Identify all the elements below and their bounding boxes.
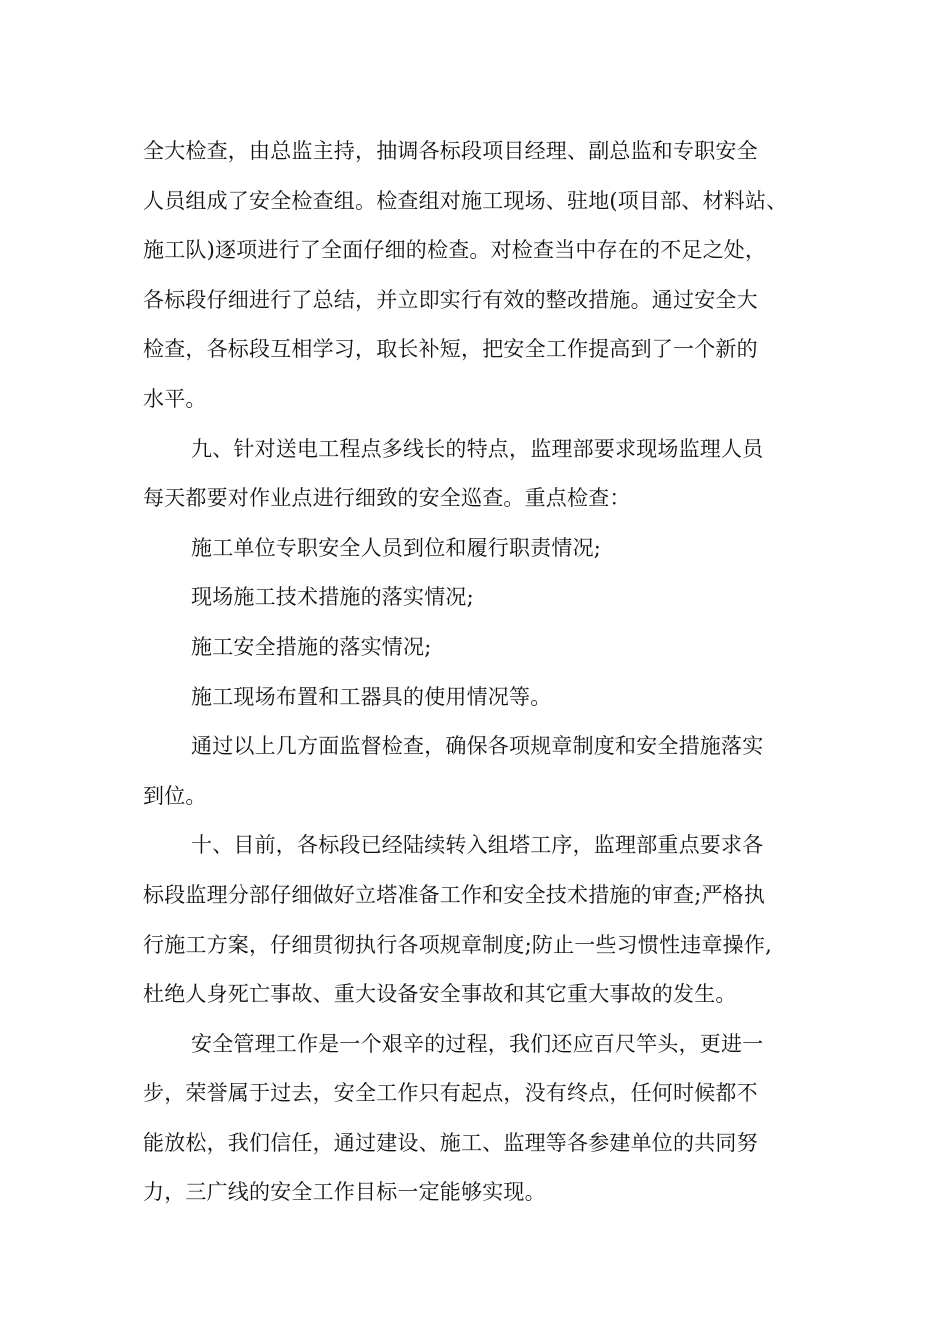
text-line: 施工队)逐项进行了全面仔细的检查。对检查当中存在的不足之处， [143,238,767,263]
text-line: 各标段仔细进行了总结，并立即实行有效的整改措施。通过安全大 [143,287,758,312]
text-line: 力，三广线的安全工作目标一定能够实现。 [143,1180,546,1205]
text-line: 能放松，我们信任，通过建设、施工、监理等各参建单位的共同努 [143,1130,758,1155]
paragraph-start: 通过以上几方面监督检查，确保各项规章制度和安全措施落实 [191,734,764,759]
text-line: 全大检查，由总监主持，抽调各标段项目经理、副总监和专职安全 [143,139,758,163]
text-line: 人员组成了安全检查组。检查组对施工现场、驻地(项目部、材料站、 [143,188,788,213]
text-line: 行施工方案，仔细贯彻执行各项规章制度;防止一些习惯性违章操作, [143,932,772,957]
text-line: 每天都要对作业点进行细致的安全巡查。重点检查： [143,486,631,511]
check-item: 施工单位专职安全人员到位和履行职责情况; [191,535,602,560]
check-item: 施工现场布置和工器具的使用情况等。 [191,684,552,709]
text-line: 标段监理分部仔细做好立塔准备工作和安全技术措施的审查;严格执 [143,882,766,907]
text-line: 步，荣誉属于过去，安全工作只有起点，没有终点，任何时候都不 [143,1081,758,1106]
check-item: 施工安全措施的落实情况; [191,634,432,659]
document-body [143,127,843,1218]
text-line: 到位。 [143,783,207,808]
text-line: 水平。 [143,386,207,411]
paragraph-start: 安全管理工作是一个艰辛的过程，我们还应百尺竿头，更进一 [191,1031,764,1056]
check-item: 现场施工技术措施的落实情况; [191,585,474,610]
paragraph-nine-start: 九、针对送电工程点多线长的特点，监理部要求现场监理人员 [191,436,764,461]
text-line: 杜绝人身死亡事故、重大设备安全事故和其它重大事故的发生。 [143,982,737,1007]
text-line: 检查，各标段互相学习，取长补短，把安全工作提高到了一个新的 [143,337,758,362]
paragraph-ten-start: 十、目前，各标段已经陆续转入组塔工序，监理部重点要求各 [191,833,764,858]
